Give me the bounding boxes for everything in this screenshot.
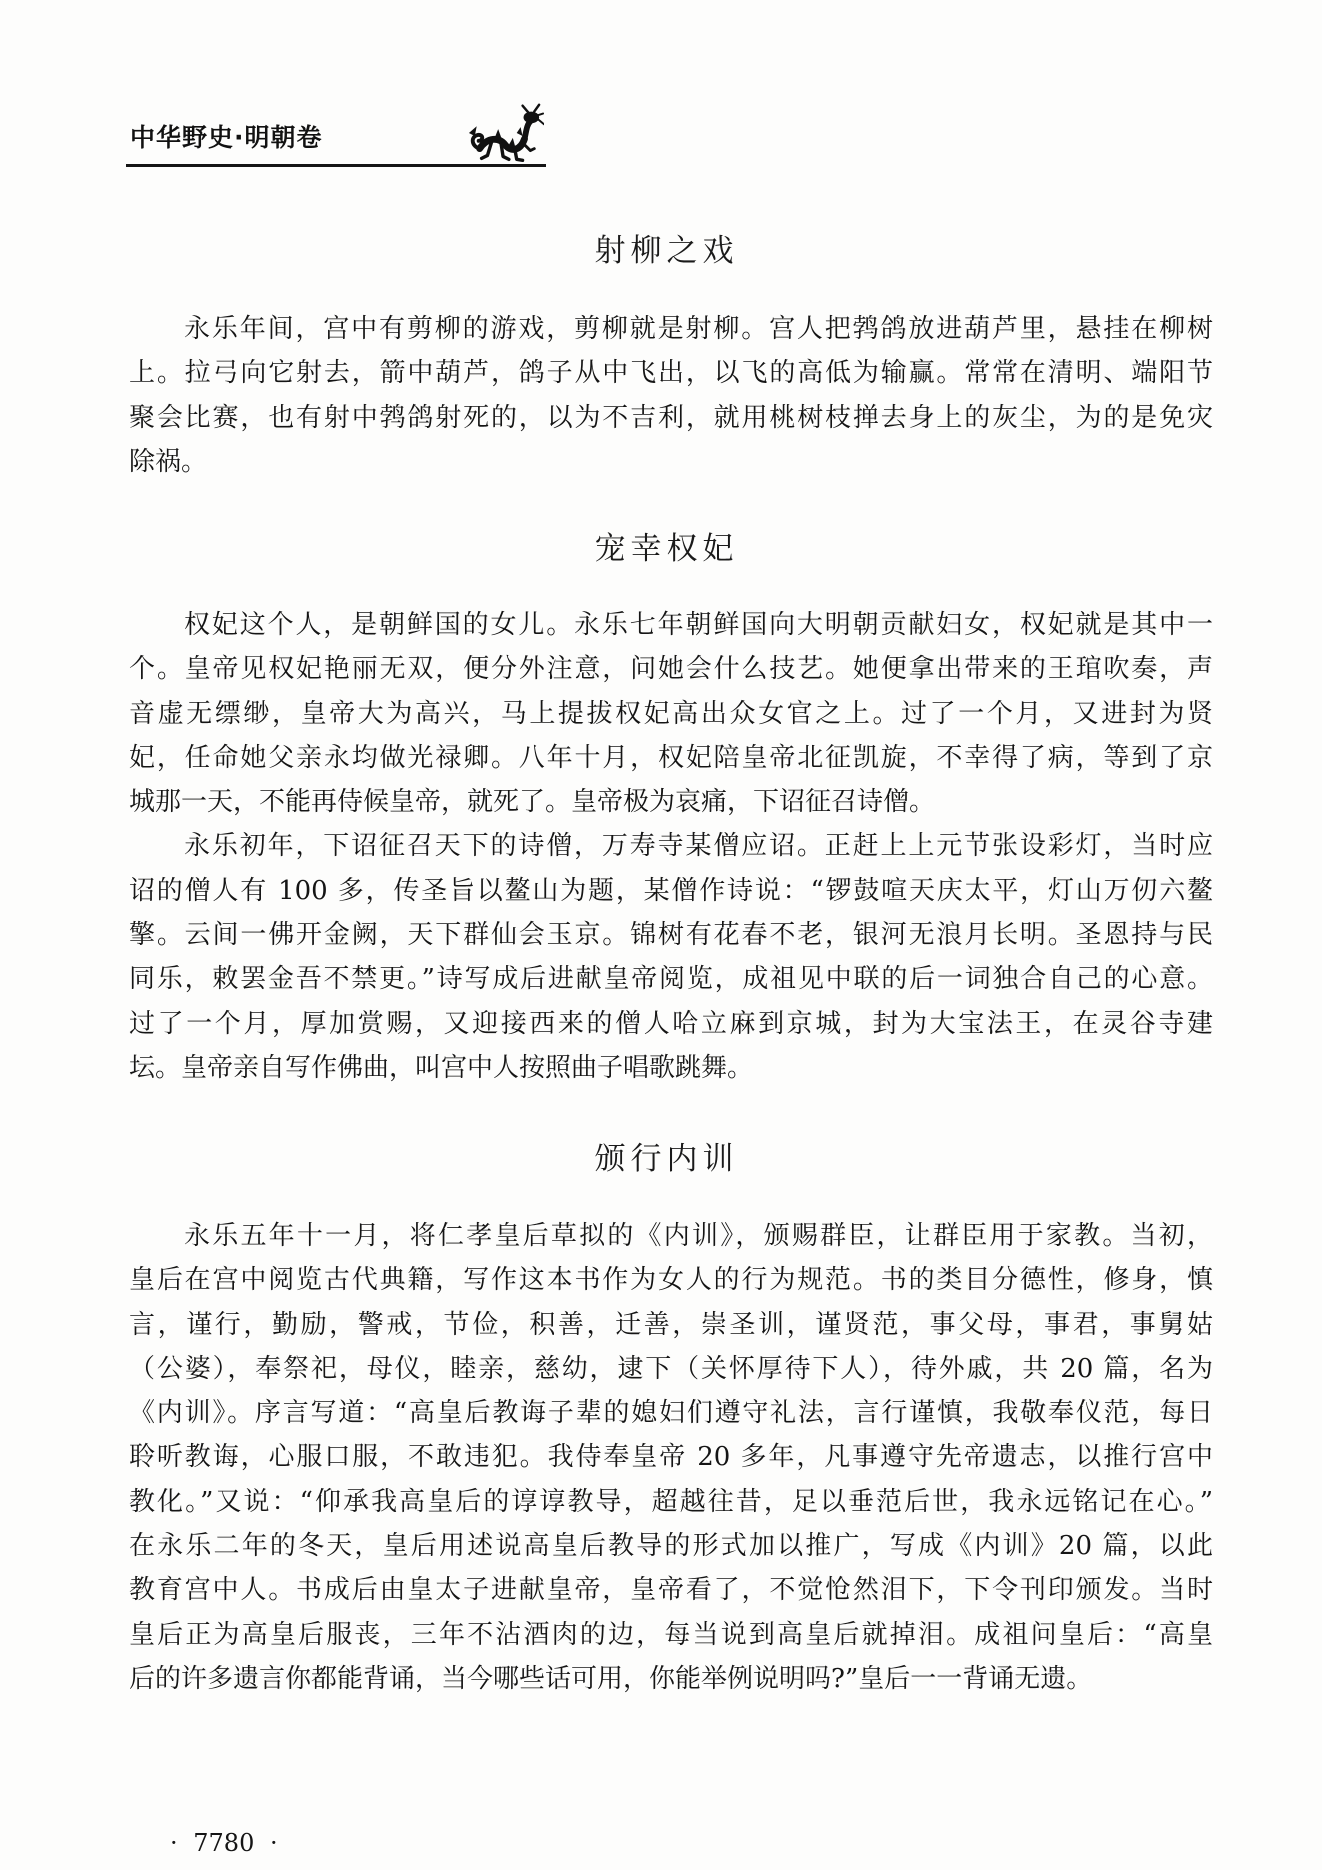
text-line: 诏的僧人有 100 多，传圣旨以鳌山为题，某僧作诗说：“锣鼓喧天庆太平，灯山万仞六鳌	[129, 875, 1213, 906]
text-line: 皇后在宫中阅览古代典籍，写作这本书作为女人的行为规范。书的类目分德性，修身，慎	[129, 1265, 1213, 1296]
text-line: （公婆），奉祭祀，母仪，睦亲，慈幼，逮下（关怀厚待下人），待外戚，共 20 篇，名为	[129, 1353, 1213, 1384]
section-title: 颁行内训	[594, 1141, 739, 1177]
text-line: 过了一个月，厚加赏赐，又迎接西来的僧人哈立麻到京城，封为大宝法王，在灵谷寺建	[129, 1008, 1213, 1039]
text-line: 妃，任命她父亲永均做光禄卿。八年十月，权妃陪皇帝北征凯旋，不幸得了病，等到了京	[129, 742, 1213, 773]
text-line: 教育宫中人。书成后由皇太子进献皇帝，皇帝看了，不觉怆然泪下，下令刊印颁发。当时	[129, 1575, 1213, 1606]
text-line: 擎。云间一佛开金阙，天下群仙会玉京。锦树有花春不老，银河无浪月长明。圣恩持与民	[129, 920, 1213, 951]
text-line: 聚会比赛，也有射中鹁鸽射死的，以为不吉利，就用桃树枝掸去身上的灰尘，为的是免灾	[129, 402, 1213, 433]
section-title: 射柳之戏	[594, 233, 739, 269]
text-line: 个。皇帝见权妃艳丽无双，便分外注意，问她会什么技艺。她便拿出带来的王琯吹奏，声	[129, 654, 1213, 685]
text-line: 教化。”又说：“仰承我高皇后的谆谆教导，超越往昔，足以垂范后世，我永远铭记在心。”	[129, 1486, 1213, 1517]
text-line: 永乐五年十一月，将仁孝皇后草拟的《内训》，颁赐群臣，让群臣用于家教。当初，	[184, 1221, 1213, 1251]
text-line: 聆听教诲，心服口服，不敢违犯。我侍奉皇帝 20 多年，凡事遵守先帝遗志，以推行宫中	[129, 1442, 1213, 1473]
text-line: 权妃这个人，是朝鲜国的女儿。永乐七年朝鲜国向大明朝贡献妇女，权妃就是其中一	[184, 610, 1213, 640]
text-line: 皇后正为高皇后服丧，三年不沾酒肉的边，每当说到高皇后就掉泪。成祖问皇后：“高皇	[129, 1619, 1213, 1650]
text-line: 坛。皇帝亲自写作佛曲，叫宫中人按照曲子唱歌跳舞。	[129, 1052, 754, 1083]
dragon-logo	[466, 103, 544, 165]
text-line: 城那一天，不能再侍候皇帝，就死了。皇帝极为哀痛，下诏征召诗僧。	[129, 787, 936, 818]
text-line: 在永乐二年的冬天，皇后用述说高皇后教导的形式加以推广，写成《内训》20 篇，以此	[129, 1531, 1213, 1562]
text-line: 除祸。	[129, 446, 208, 477]
page-number: · 7780 ·	[170, 1829, 278, 1857]
section-body	[129, 603, 1213, 1090]
text-line: 言，谨行，勤励，警戒，节俭，积善，迁善，崇圣训，谨贤范，事父母，事君，事舅姑	[129, 1309, 1213, 1340]
header-rule	[126, 164, 546, 167]
section-body	[129, 1214, 1213, 1701]
text-line: 音虚无缥缈，皇帝大为高兴，马上提拔权妃高出众女官之上。过了一个月，又进封为贤	[129, 698, 1213, 729]
section-title: 宠幸权妃	[594, 531, 739, 567]
text-line: 同乐，敕罢金吾不禁更。”诗写成后进献皇帝阅览，成祖见中联的后一词独合自己的心意。	[129, 964, 1213, 995]
text-line: 后的许多遗言你都能背诵，当今哪些话可用，你能举例说明吗?”皇后一一背诵无遗。	[129, 1663, 1093, 1694]
text-line: 上。拉弓向它射去，箭中葫芦，鸽子从中飞出，以飞的高低为输赢。常常在清明、端阳节	[129, 358, 1213, 389]
text-line: 《内训》。序言写道：“高皇后教诲子辈的媳妇们遵守礼法，言行谨慎，我敬奉仪范，每日	[129, 1398, 1213, 1429]
text-line: 永乐年间，宫中有剪柳的游戏，剪柳就是射柳。宫人把鹁鸽放进葫芦里，悬挂在柳树	[184, 314, 1213, 344]
text-line: 永乐初年，下诏征召天下的诗僧，万寿寺某僧应诏。正赶上上元节张设彩灯，当时应	[184, 831, 1213, 862]
section-body	[129, 307, 1213, 484]
running-header-title: 中华野史·明朝卷	[130, 123, 323, 152]
